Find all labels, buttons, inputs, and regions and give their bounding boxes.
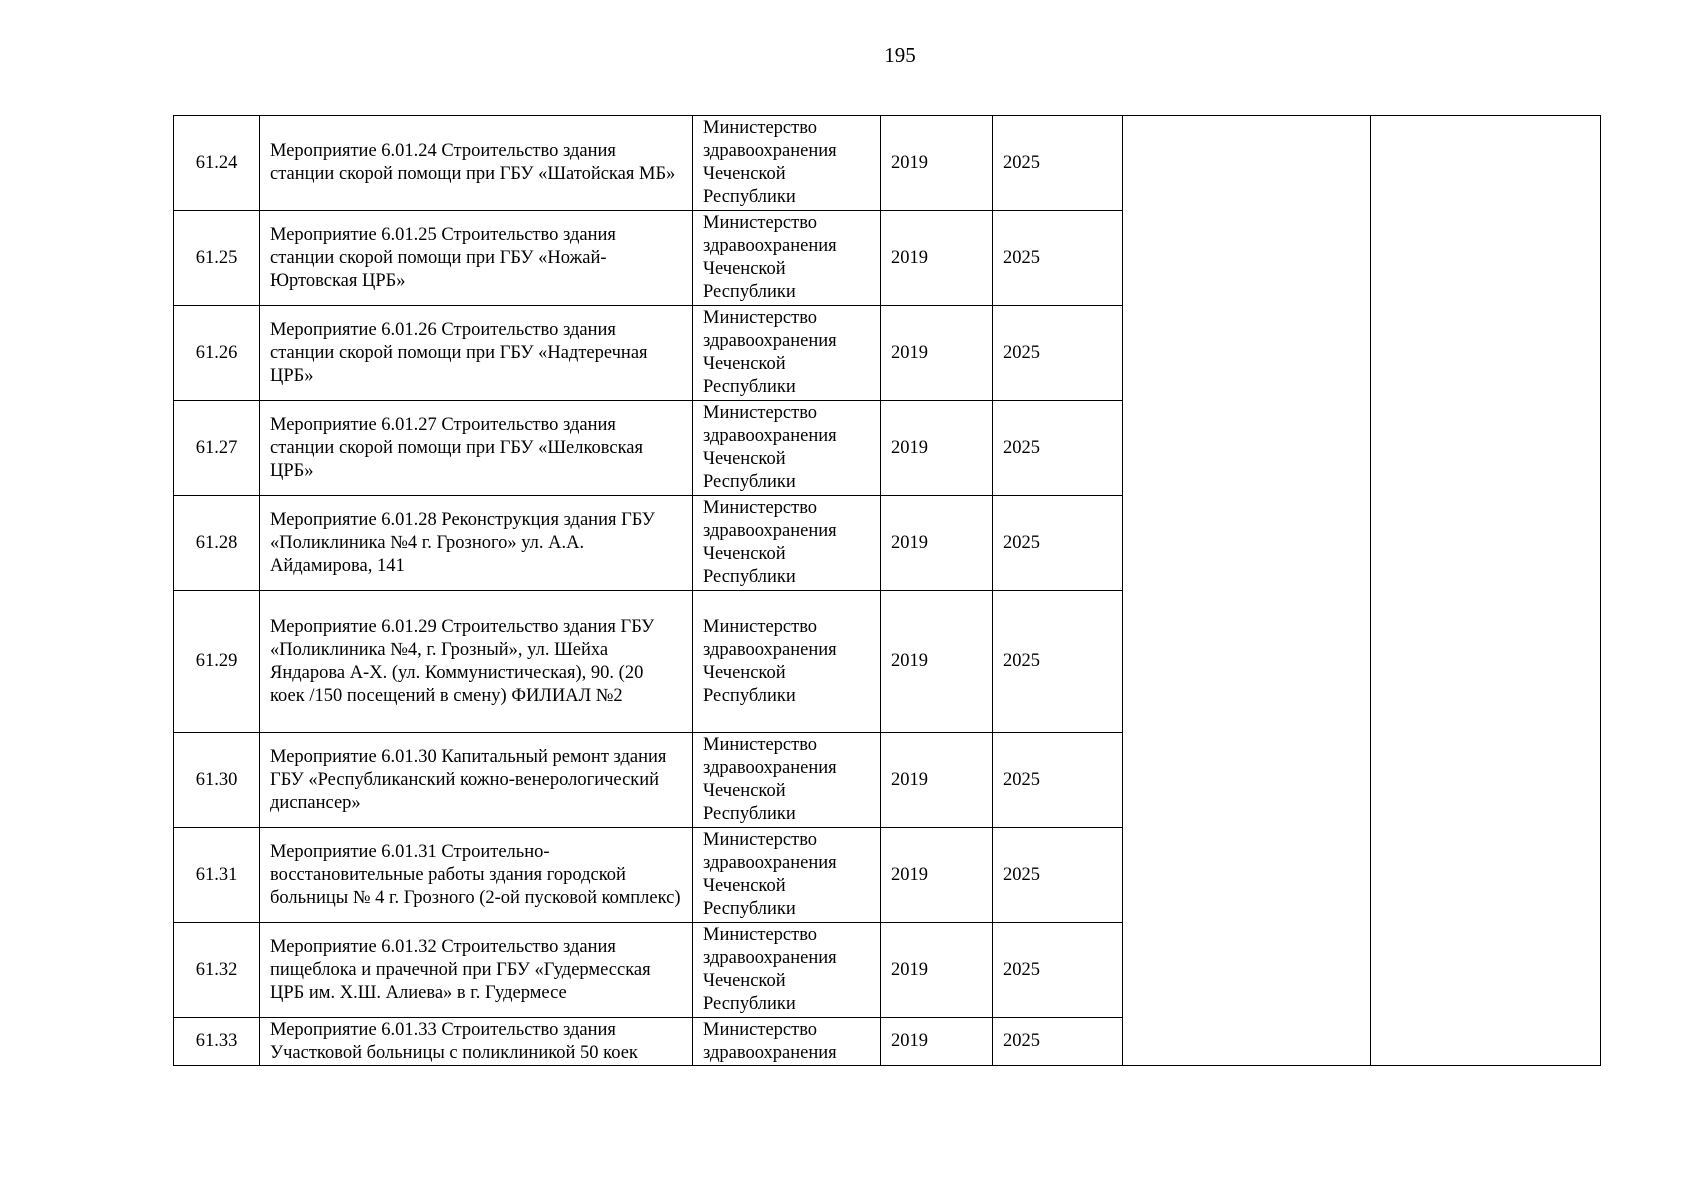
row-number: 61.28 [174,496,260,591]
end-year: 2025 [993,1018,1123,1066]
start-year: 2019 [881,401,993,496]
row-number: 61.33 [174,1018,260,1066]
row-number: 61.31 [174,828,260,923]
responsible-org: Министерство здравоохранения [693,1018,881,1066]
responsible-org: Министерство здравоохранения Чеченской Республики [693,496,881,591]
responsible-org: Министерство здравоохранения Чеченской Республики [693,211,881,306]
row-number: 61.30 [174,733,260,828]
end-year: 2025 [993,211,1123,306]
start-year: 2019 [881,116,993,211]
end-year: 2025 [993,116,1123,211]
event-description: Мероприятие 6.01.27 Строительство здания станции скорой помощи при ГБУ «Шелковская ЦРБ» [260,401,693,496]
row-number: 61.32 [174,923,260,1018]
row-number: 61.24 [174,116,260,211]
activities-table [173,115,1601,1066]
start-year: 2019 [881,1018,993,1066]
row-number: 61.25 [174,211,260,306]
responsible-org: Министерство здравоохранения Чеченской Республики [693,591,881,733]
table-row [174,116,1601,211]
event-description: Мероприятие 6.01.25 Строительство здания станции скорой помощи при ГБУ «Ножай-Юртовская ЦРБ» [260,211,693,306]
event-description: Мероприятие 6.01.29 Строительство здания ГБУ «Поликлиника №4, г. Грозный», ул. Шейха Яндарова А-Х. (ул. Коммунистическая), 90. (20 коек /150 посещений в смену) ФИЛИАЛ №2 [260,591,693,733]
start-year: 2019 [881,591,993,733]
start-year: 2019 [881,923,993,1018]
start-year: 2019 [881,211,993,306]
responsible-org: Министерство здравоохранения Чеченской Республики [693,828,881,923]
row-number: 61.29 [174,591,260,733]
row-number: 61.27 [174,401,260,496]
end-year: 2025 [993,306,1123,401]
page-number: 195 [884,43,916,67]
responsible-org: Министерство здравоохранения Чеченской Республики [693,401,881,496]
row-number: 61.26 [174,306,260,401]
responsible-org: Министерство здравоохранения Чеченской Республики [693,733,881,828]
event-description: Мероприятие 6.01.32 Строительство здания пищеблока и прачечной при ГБУ «Гудермесская ЦРБ им. Х.Ш. Алиева» в г. Гудермесе [260,923,693,1018]
start-year: 2019 [881,496,993,591]
start-year: 2019 [881,828,993,923]
end-year: 2025 [993,591,1123,733]
end-year: 2025 [993,923,1123,1018]
responsible-org: Министерство здравоохранения Чеченской Республики [693,306,881,401]
end-year: 2025 [993,828,1123,923]
event-description: Мероприятие 6.01.30 Капитальный ремонт здания ГБУ «Республиканский кожно-венерологический диспансер» [260,733,693,828]
responsible-org: Министерство здравоохранения Чеченской Республики [693,116,881,211]
empty-merged-cell-1 [1123,116,1371,1066]
end-year: 2025 [993,401,1123,496]
start-year: 2019 [881,306,993,401]
event-description: Мероприятие 6.01.26 Строительство здания станции скорой помощи при ГБУ «Надтеречная ЦРБ» [260,306,693,401]
event-description: Мероприятие 6.01.31 Строительно-восстановительные работы здания городской больницы № 4 г. Грозного (2-ой пусковой комплекс) [260,828,693,923]
event-description: Мероприятие 6.01.33 Строительство здания Участковой больницы с поликлиникой 50 коек [260,1018,693,1066]
event-description: Мероприятие 6.01.24 Строительство здания станции скорой помощи при ГБУ «Шатойская МБ» [260,116,693,211]
end-year: 2025 [993,496,1123,591]
empty-merged-cell-2 [1371,116,1601,1066]
end-year: 2025 [993,733,1123,828]
start-year: 2019 [881,733,993,828]
responsible-org: Министерство здравоохранения Чеченской Республики [693,923,881,1018]
event-description: Мероприятие 6.01.28 Реконструкция здания ГБУ «Поликлиника №4 г. Грозного» ул. А.А. Айдамирова, 141 [260,496,693,591]
